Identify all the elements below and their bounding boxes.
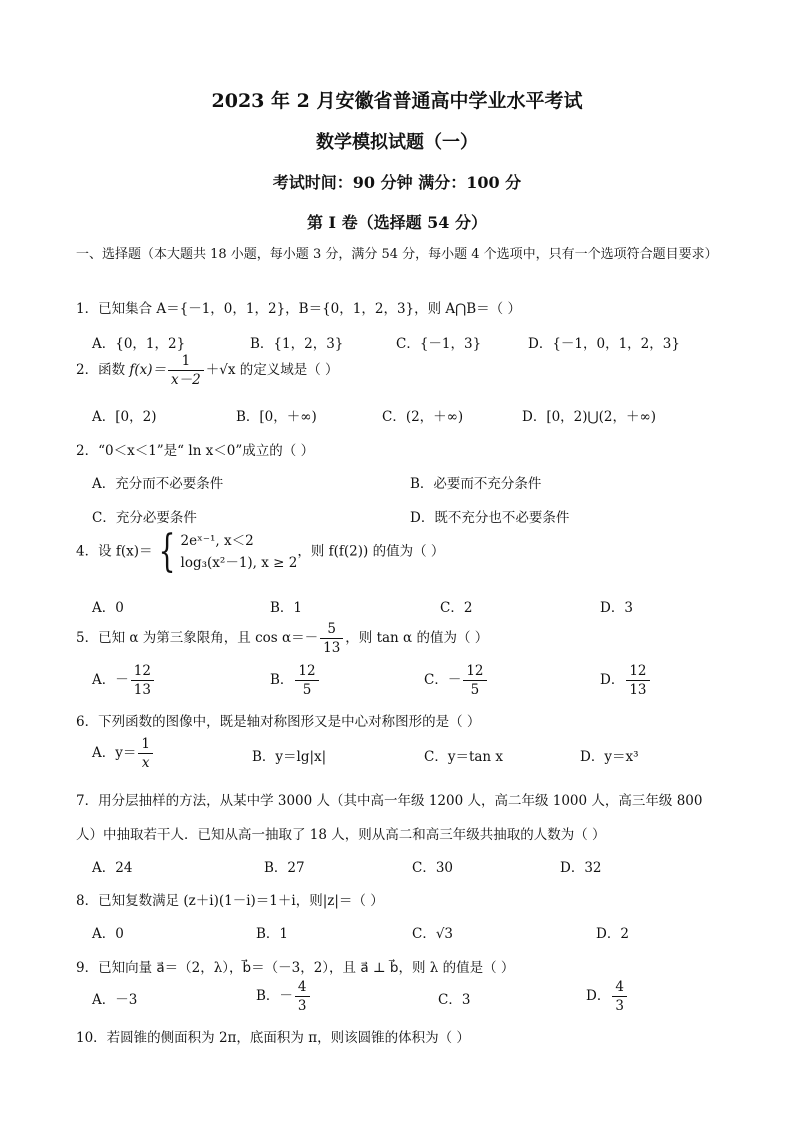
fraction-denominator: 3	[615, 998, 624, 1014]
option-label: A．－	[92, 672, 129, 688]
question-6-option-b: B．y＝lg|x|	[252, 749, 327, 765]
question-6-option-c: C．y＝tan x	[424, 749, 504, 765]
question-7-option-b: B．27	[264, 860, 305, 876]
question-4-tail: ，则 f(f(2)) 的值为（ ）	[297, 543, 445, 560]
piecewise-cases	[181, 530, 298, 574]
question-6-option-a	[92, 735, 155, 772]
question-5-option-a	[92, 662, 156, 699]
question-9-option-d	[586, 978, 629, 1015]
question-2-tail: ＋√x 的定义域是（ ）	[205, 362, 339, 378]
option-label: B．	[270, 672, 294, 688]
question-2-stem	[76, 352, 339, 389]
question-2-option-b: B．[0，＋∞)	[236, 409, 317, 425]
fraction-denominator: x－2	[171, 372, 201, 388]
option-fraction	[463, 662, 486, 699]
question-1-stem: 1．已知集合 A＝{－1，0，1，2}，B＝{0，1，2，3}，则 A⋂B＝（ ）	[76, 301, 521, 317]
option-label: C．－	[424, 672, 462, 688]
question-7-option-c: C．30	[412, 860, 454, 876]
question-4-option-c: C．2	[440, 600, 473, 616]
fraction-numerator: 1	[168, 352, 204, 371]
fraction-numerator: 1	[138, 735, 153, 754]
option-fraction	[612, 978, 627, 1015]
question-5-stem	[76, 620, 488, 657]
question-9-option-a: A．－3	[92, 992, 138, 1008]
option-label: A．y＝	[92, 745, 137, 761]
option-fraction	[626, 662, 649, 699]
question-6-stem: 6．下列函数的图像中，既是轴对称图形又是中心对称图形的是（ ）	[76, 714, 481, 730]
piecewise-case-1: 2eˣ⁻¹, x＜2	[180, 533, 254, 549]
piecewise-case-2: log₃(x²－1), x ≥ 2	[180, 555, 298, 571]
question-4-prefix: 4．设 f(x)＝	[76, 543, 153, 560]
question-5-option-b	[270, 662, 321, 699]
exam-title: 2023 年 2 月安徽省普通高中学业水平考试	[211, 90, 583, 112]
question-2-option-a: A．[0，2)	[92, 409, 157, 425]
fraction-numerator: 4	[295, 978, 310, 997]
fraction-numerator: 5	[320, 620, 343, 639]
question-3-option-b: B．必要而不充分条件	[410, 476, 542, 492]
question-1-option-c: C．{－1，3}	[396, 336, 482, 352]
fraction-denominator: 13	[629, 682, 647, 698]
exam-time-score: 考试时间：90 分钟 满分：100 分	[272, 173, 522, 192]
fraction-numerator: 4	[612, 978, 627, 997]
question-2-function: f(x)＝	[129, 362, 167, 378]
question-6-option-d: D．y＝x³	[580, 749, 639, 765]
fraction-numerator: 12	[295, 662, 318, 681]
question-3-option-c: C．充分必要条件	[92, 510, 197, 526]
question-4-option-b: B．1	[270, 600, 303, 616]
question-2-fraction	[168, 352, 204, 389]
question-4-option-a: A．0	[92, 600, 124, 616]
option-fraction	[131, 662, 154, 699]
fraction-numerator: 12	[463, 662, 486, 681]
question-2-option-c: C．(2，＋∞)	[382, 409, 464, 425]
question-1-option-a: A．{0，1，2}	[92, 336, 186, 352]
section-instructions: 一、选择题（本大题共 18 小题，每小题 3 分，满分 54 分，每小题 4 个选项中，只有一个选项符合题目要求）	[76, 247, 718, 262]
question-5-fraction	[320, 620, 343, 657]
fraction-denominator: 13	[323, 640, 341, 656]
option-label: D．	[586, 988, 611, 1004]
question-7-stem: 7．用分层抽样的方法，从某中学 3000 人（其中高一年级 1200 人，高二年级 1000 人，高三年级 800 人）中抽取若干人．已知从高一抽取了 18 人，则从高二和高三年级共抽取的人数为（ ）	[76, 793, 703, 843]
fraction-denominator: 5	[470, 682, 480, 698]
question-5-prefix: 5．已知 α 为第三象限角，且 cos α＝－	[76, 630, 319, 646]
question-9-option-c: C．3	[438, 992, 471, 1008]
question-8-option-d: D．2	[596, 926, 629, 942]
question-9-option-b	[256, 978, 312, 1015]
question-1-option-d: D．{－1，0，1，2，3}	[528, 336, 680, 352]
question-2-option-d: D．[0，2)⋃(2，＋∞)	[522, 409, 656, 425]
question-7-option-d: D．32	[560, 860, 602, 876]
option-fraction	[295, 978, 310, 1015]
question-8-option-a: A．0	[92, 926, 124, 942]
question-5-tail: ，则 tan α 的值为（ ）	[345, 630, 489, 646]
question-4-option-d: D．3	[600, 600, 633, 616]
piecewise-brace: {	[158, 526, 175, 577]
question-1-option-b: B．{1，2，3}	[250, 336, 344, 352]
question-3-option-a: A．充分而不必要条件	[92, 476, 224, 492]
fraction-denominator: 13	[133, 682, 151, 698]
fraction-denominator: 3	[297, 998, 307, 1014]
option-fraction	[138, 735, 153, 772]
option-fraction	[295, 662, 318, 699]
fraction-numerator: 12	[626, 662, 649, 681]
question-10-stem: 10．若圆锥的侧面积为 2π，底面积为 π，则该圆锥的体积为（ ）	[76, 1030, 470, 1046]
exam-subtitle: 数学模拟试题（一）	[316, 132, 478, 153]
question-8-option-c: C．√3	[412, 926, 454, 942]
question-3-stem: 2．“0＜x＜1”是“ ln x＜0”成立的（ ）	[76, 443, 315, 459]
question-9-stem: 9．已知向量 a⃗＝（2，λ），b⃗＝（－3，2），且 a⃗ ⊥ b⃗，则 λ 的值是（ ）	[76, 960, 515, 976]
question-5-option-d	[600, 662, 652, 699]
question-8-stem: 8．已知复数满足 (z＋i)(1－i)＝1＋i，则|z|＝（ ）	[76, 893, 384, 909]
option-label: D．	[600, 672, 625, 688]
question-8-option-b: B．1	[256, 926, 289, 942]
section-heading: 第 I 卷（选择题 54 分）	[306, 213, 488, 232]
question-5-option-c	[424, 662, 489, 699]
fraction-denominator: x	[141, 755, 150, 771]
fraction-denominator: 5	[302, 682, 312, 698]
question-7-option-a: A．24	[92, 860, 133, 876]
question-2-prefix: 2．函数	[76, 362, 130, 378]
fraction-numerator: 12	[131, 662, 154, 681]
question-3-option-d: D．既不充分也不必要条件	[410, 510, 570, 526]
question-4-stem	[76, 526, 445, 577]
option-label: B．－	[256, 988, 293, 1004]
